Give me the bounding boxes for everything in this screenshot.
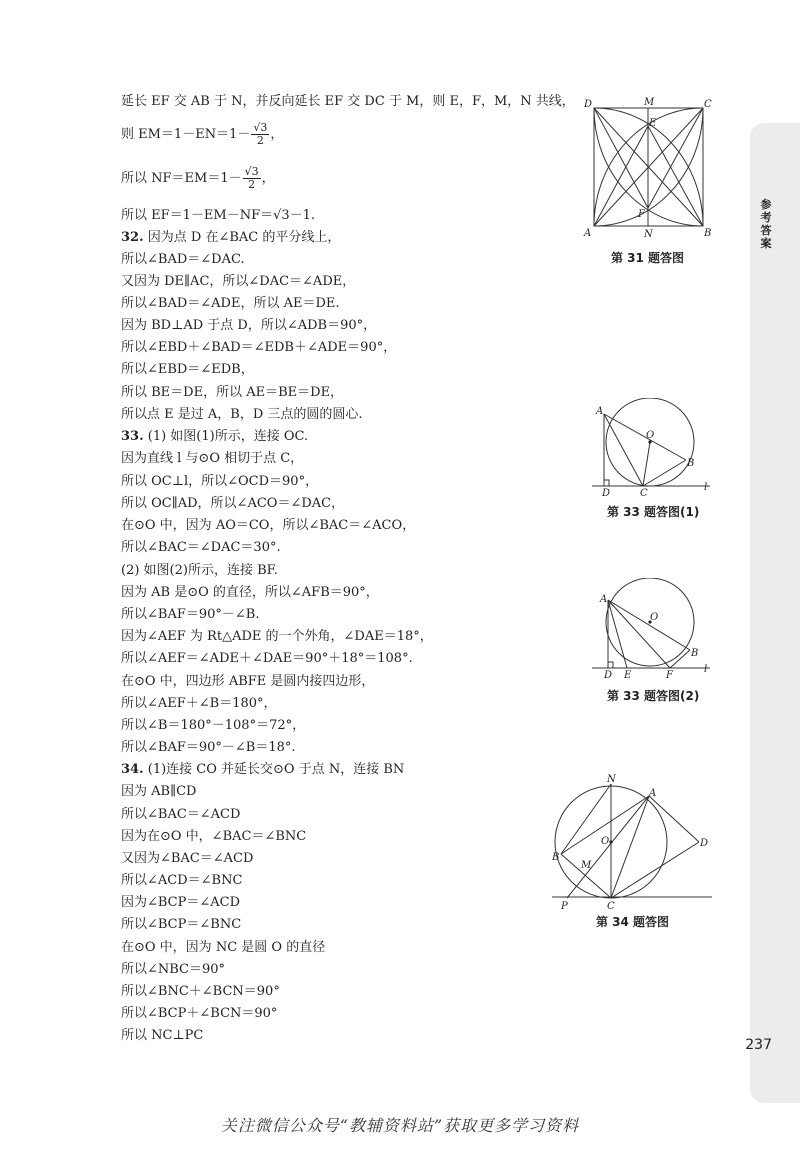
- line-text: 所以∠BAF＝90°－∠B＝18°.: [121, 740, 296, 755]
- text-line: [121, 252, 245, 268]
- text-line: [121, 496, 344, 512]
- line-text: 所以∠NBC＝90°: [121, 962, 226, 977]
- text-line: [121, 429, 308, 445]
- figure-33-2-diagram: [592, 578, 717, 682]
- line-text: 所以∠EBD＝∠EDB，: [121, 362, 254, 377]
- label-l: l: [704, 482, 708, 493]
- question-number: 33.: [121, 429, 144, 444]
- line-text: 所以∠BAD＝∠ADE，所以 AE＝DE.: [121, 296, 340, 311]
- line-text: 所以∠BCP＝∠BNC: [121, 917, 242, 932]
- text-line: [121, 962, 225, 978]
- figure-33-1-caption: 第 33 题答图(1): [607, 505, 700, 519]
- text-line: [121, 829, 306, 845]
- label-M: M: [581, 860, 592, 871]
- line-text: (1)连接 CO 并延长交⊙O 于点 N，连接 BN: [143, 762, 405, 777]
- line-text: 所以∠BAC＝∠DAC＝30°.: [121, 540, 281, 555]
- side-tab: [750, 123, 800, 1103]
- line-text: 所以 BE＝DE，所以 AE＝BE＝DE，: [121, 385, 344, 400]
- label-D: D: [700, 838, 709, 849]
- line-text: 因为∠AEF 为 Rt△ADE 的一个外角，∠DAE＝18°，: [121, 629, 433, 644]
- text-line: [121, 807, 240, 823]
- label-E: E: [649, 118, 657, 129]
- line-text: 在⊙O 中，因为 AO＝CO，所以∠BAC＝∠ACO，: [121, 518, 416, 533]
- label-M: M: [644, 97, 655, 108]
- question-number: 34.: [121, 762, 144, 777]
- line-text: (2) 如图(2)所示，连接 BF.: [121, 563, 278, 578]
- line-text: 因为 AB∥CD: [121, 784, 197, 799]
- label-A: A: [600, 594, 608, 605]
- text-line: [121, 940, 325, 956]
- label-D: D: [584, 99, 593, 110]
- line-text: 所以 OC⊥l，所以∠OCD＝90°，: [121, 474, 319, 489]
- text-line: [121, 674, 374, 690]
- line-text: 所以 NF＝EM＝1－: [121, 171, 242, 186]
- text-line: [121, 563, 278, 579]
- text-line: [121, 296, 340, 312]
- line-text: 所以∠BAF＝90°－∠B.: [121, 607, 260, 622]
- line-text: ，: [270, 127, 284, 142]
- text-line: [121, 740, 296, 756]
- line-text: 所以∠BAD＝∠DAC.: [121, 252, 245, 267]
- label-O: O: [601, 836, 610, 847]
- fraction: [251, 122, 269, 147]
- line-text: 所以∠BNC＋∠BCN＝90°: [121, 984, 280, 999]
- figure-33-2: [592, 578, 717, 682]
- text-line: [121, 607, 259, 623]
- line-text: 所以 OC∥AD，所以∠ACO＝∠DAC，: [121, 496, 345, 511]
- label-N: N: [644, 229, 653, 240]
- line-text: 在⊙O 中，四边形 ABFE 是圆内接四边形，: [121, 674, 375, 689]
- text-line: [121, 762, 404, 778]
- figure-31-caption: 第 31 题答图: [611, 251, 685, 265]
- label-O: O: [650, 612, 659, 623]
- text-line: [121, 718, 305, 734]
- line-text: 因为在⊙O 中，∠BAC＝∠BNC: [121, 829, 307, 844]
- line-text: 因为直线 l 与⊙O 相切于点 C，: [121, 451, 304, 466]
- line-text: 所以点 E 是过 A，B，D 三点的圆的圆心.: [121, 407, 363, 422]
- line-text: 所以∠EBD＋∠BAD＝∠EDB＋∠ADE＝90°，: [121, 340, 397, 355]
- text-line: [121, 318, 376, 334]
- fraction-numerator: √3: [244, 165, 259, 178]
- line-text: 因为 AB 是⊙O 的直径，所以∠AFB＝90°，: [121, 585, 379, 600]
- label-B: B: [552, 852, 560, 863]
- text-line: [121, 407, 363, 423]
- figure-34-caption: 第 34 题答图: [596, 915, 670, 929]
- label-N: N: [607, 774, 616, 785]
- label-A: A: [649, 788, 657, 799]
- label-O: O: [646, 430, 655, 441]
- label-A: A: [596, 406, 604, 417]
- text-line: [121, 518, 415, 534]
- label-F: F: [638, 209, 645, 220]
- label-P: P: [561, 901, 568, 910]
- text-line: [121, 851, 253, 867]
- figure-33-2-caption: 第 33 题答图(2): [607, 689, 700, 703]
- line-text: 又因为∠BAC＝∠ACD: [121, 851, 254, 866]
- label-D: D: [602, 488, 611, 498]
- fraction-numerator: √3: [253, 121, 268, 134]
- label-E: E: [624, 670, 632, 681]
- text-line: [121, 385, 343, 401]
- line-text: 在⊙O 中，因为 NC 是圆 O 的直径: [121, 940, 326, 955]
- text-line: [121, 451, 303, 467]
- line-text: 则 EM＝1－EN＝1－: [121, 127, 251, 142]
- text-line: [121, 917, 241, 933]
- line-text: 延长 EF 交 AB 于 N，并反向延长 EF 交 DC 于 M，则 E，F，M，N 共线，: [121, 94, 575, 109]
- label-C: C: [640, 488, 648, 498]
- text-line: [121, 474, 318, 490]
- figure-31: [583, 96, 713, 242]
- line-text: 所以∠AEF＝∠ADE＋∠DAE＝90°＋18°＝108°.: [121, 651, 413, 666]
- line-text: 因为∠BCP＝∠ACD: [121, 895, 241, 910]
- text-line: [121, 362, 254, 378]
- label-B: B: [691, 648, 699, 659]
- text-line: [121, 274, 355, 290]
- line-text: (1) 如图(1)所示，连接 OC.: [143, 429, 309, 444]
- footer-note: 关注微信公众号“教辅资料站”获取更多学习资料: [220, 1116, 580, 1135]
- label-D: D: [604, 670, 613, 681]
- text-line: [121, 340, 396, 356]
- text-line: [121, 208, 315, 224]
- label-l: l: [704, 664, 708, 675]
- fraction-denominator: 2: [248, 178, 256, 191]
- fraction: [243, 166, 261, 191]
- text-line: [121, 1028, 203, 1044]
- text-line: [121, 1006, 277, 1022]
- text-line: [121, 696, 277, 712]
- text-line: [121, 122, 283, 147]
- line-text: 所以∠AEF＋∠B＝180°，: [121, 696, 277, 711]
- label-C: C: [704, 99, 712, 110]
- text-line: [121, 585, 379, 601]
- text-line: [121, 166, 275, 191]
- line-text: 所以∠BAC＝∠ACD: [121, 807, 241, 822]
- side-tab-label: 参考答案: [760, 198, 772, 250]
- figure-34: [547, 772, 717, 910]
- text-line: [121, 784, 196, 800]
- text-line: [121, 540, 281, 556]
- label-A: A: [584, 228, 592, 239]
- line-text: 所以∠ACD＝∠BNC: [121, 873, 243, 888]
- text-line: [121, 94, 575, 110]
- line-text: 所以 NC⊥PC: [121, 1028, 204, 1043]
- fraction-denominator: 2: [256, 134, 264, 147]
- label-B: B: [687, 458, 695, 469]
- label-C: C: [607, 901, 615, 910]
- figure-33-1-diagram: [592, 398, 717, 498]
- line-text: ，: [261, 171, 275, 186]
- text-line: [121, 984, 280, 1000]
- figure-31-diagram: [583, 96, 713, 242]
- line-text: 因为 BD⊥AD 于点 D，所以∠ADB＝90°，: [121, 318, 377, 333]
- figure-33-1: [592, 398, 717, 498]
- question-number: 32.: [121, 230, 144, 245]
- text-line: [121, 895, 240, 911]
- page-number: 237: [745, 1037, 772, 1053]
- line-text: 所以∠B＝180°－108°＝72°，: [121, 718, 306, 733]
- text-line: [121, 873, 242, 889]
- text-line: [121, 230, 340, 246]
- figure-34-diagram: [547, 772, 717, 910]
- label-F: F: [666, 670, 673, 681]
- line-text: 又因为 DE∥AC，所以∠DAC＝∠ADE，: [121, 274, 356, 289]
- line-text: 所以 EF＝1－EM－NF＝√3－1.: [121, 208, 316, 223]
- line-text: 因为点 D 在∠BAC 的平分线上，: [143, 230, 341, 245]
- label-B: B: [704, 228, 712, 239]
- text-line: [121, 651, 413, 667]
- line-text: 所以∠BCP＋∠BCN＝90°: [121, 1006, 278, 1021]
- text-line: [121, 629, 433, 645]
